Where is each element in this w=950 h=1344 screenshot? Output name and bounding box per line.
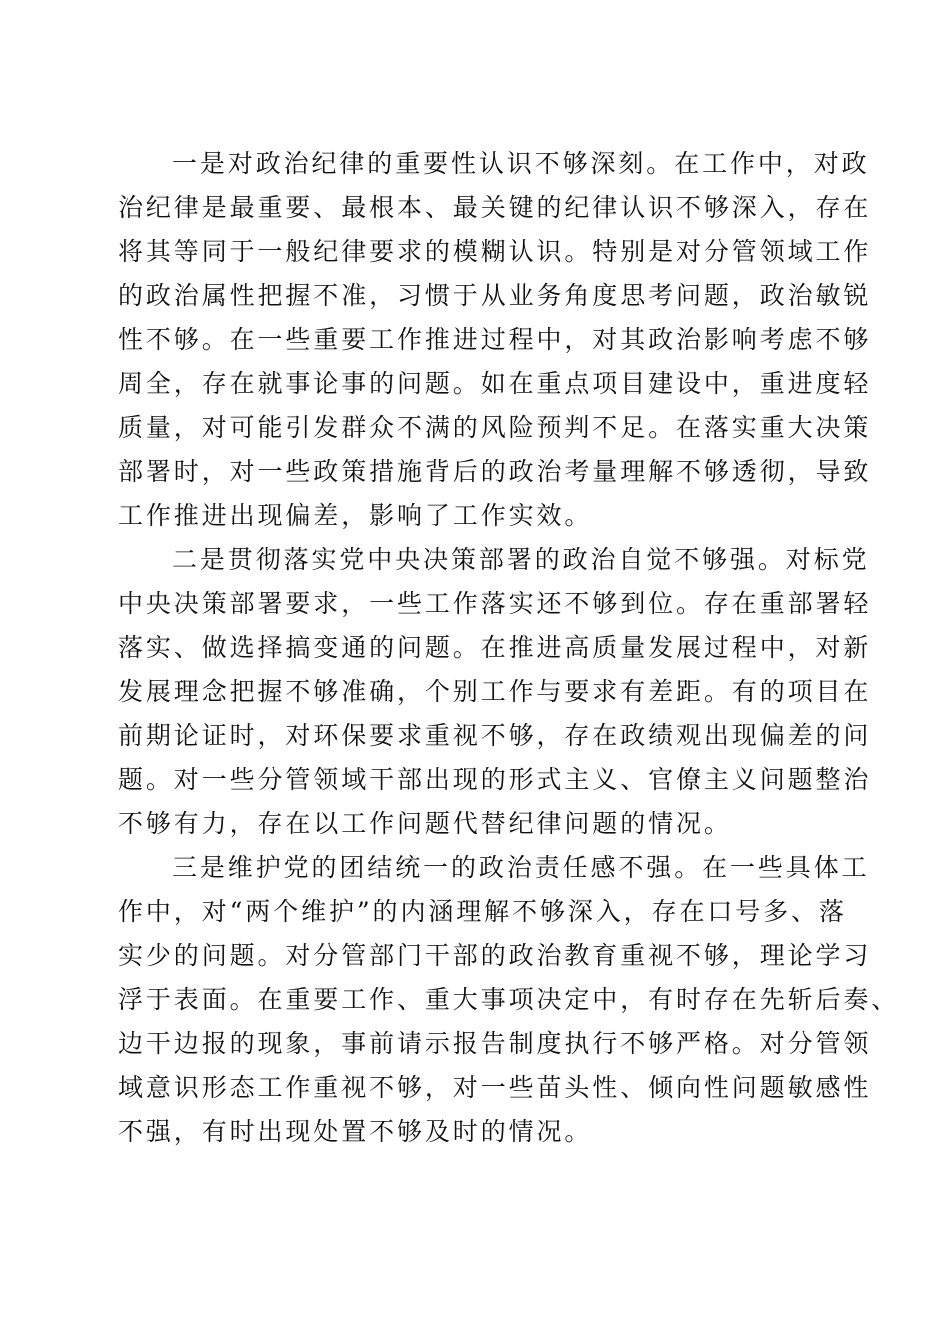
text-line: 三是维护党的团结统一的政治责任感不强。在一些具体工 bbox=[172, 853, 870, 882]
text-line: 作中，对“两个维护”的内涵理解不够深入，存在口号多、落 bbox=[118, 897, 847, 926]
text-line: 发展理念把握不够准确，个别工作与要求有差距。有的项目在 bbox=[118, 677, 872, 706]
text-line: 质量，对可能引发群众不满的风险预判不足。在落实重大决策 bbox=[118, 413, 872, 442]
text-line: 的政治属性把握不准，习惯于从业务角度思考问题，政治敏锐 bbox=[118, 281, 872, 310]
text-line: 将其等同于一般纪律要求的模糊认识。特别是对分管领域工作 bbox=[118, 237, 872, 266]
text-line: 题。对一些分管领域干部出现的形式主义、官僚主义问题整治 bbox=[118, 765, 872, 794]
text-line: 落实、做选择搞变通的问题。在推进高质量发展过程中，对新 bbox=[118, 633, 872, 662]
text-line: 浮于表面。在重要工作、重大事项决定中，有时存在先斩后奏、 bbox=[118, 985, 900, 1014]
text-line: 二是贯彻落实党中央决策部署的政治自觉不够强。对标党 bbox=[172, 545, 870, 574]
text-line: 前期论证时，对环保要求重视不够，存在政绩观出现偏差的问 bbox=[118, 721, 872, 750]
paragraph-party-unity bbox=[118, 846, 900, 1154]
text-line: 不强，有时出现处置不够及时的情况。 bbox=[118, 1117, 593, 1146]
text-line: 性不够。在一些重要工作推进过程中，对其政治影响考虑不够 bbox=[118, 325, 872, 354]
text-line: 周全，存在就事论事的问题。如在重点项目建设中，重进度轻 bbox=[118, 369, 872, 398]
paragraph-implementation bbox=[118, 538, 872, 846]
text-line: 一是对政治纪律的重要性认识不够深刻。在工作中，对政 bbox=[172, 149, 870, 178]
text-line: 域意识形态工作重视不够，对一些苗头性、倾向性问题敏感性 bbox=[118, 1073, 872, 1102]
text-line: 治纪律是最重要、最根本、最关键的纪律认识不够深入，存在 bbox=[118, 193, 872, 222]
text-line: 边干边报的现象，事前请示报告制度执行不够严格。对分管领 bbox=[118, 1029, 872, 1058]
text-line: 不够有力，存在以工作问题代替纪律问题的情况。 bbox=[118, 809, 732, 838]
text-line: 部署时，对一些政策措施背后的政治考量理解不够透彻，导致 bbox=[118, 457, 872, 486]
paragraph-political-discipline bbox=[118, 142, 872, 538]
text-line: 中央决策部署要求，一些工作落实还不够到位。存在重部署轻 bbox=[118, 589, 872, 618]
text-line: 实少的问题。对分管部门干部的政治教育重视不够，理论学习 bbox=[118, 941, 872, 970]
text-line: 工作推进出现偏差，影响了工作实效。 bbox=[118, 501, 593, 530]
document-page bbox=[118, 142, 900, 1154]
